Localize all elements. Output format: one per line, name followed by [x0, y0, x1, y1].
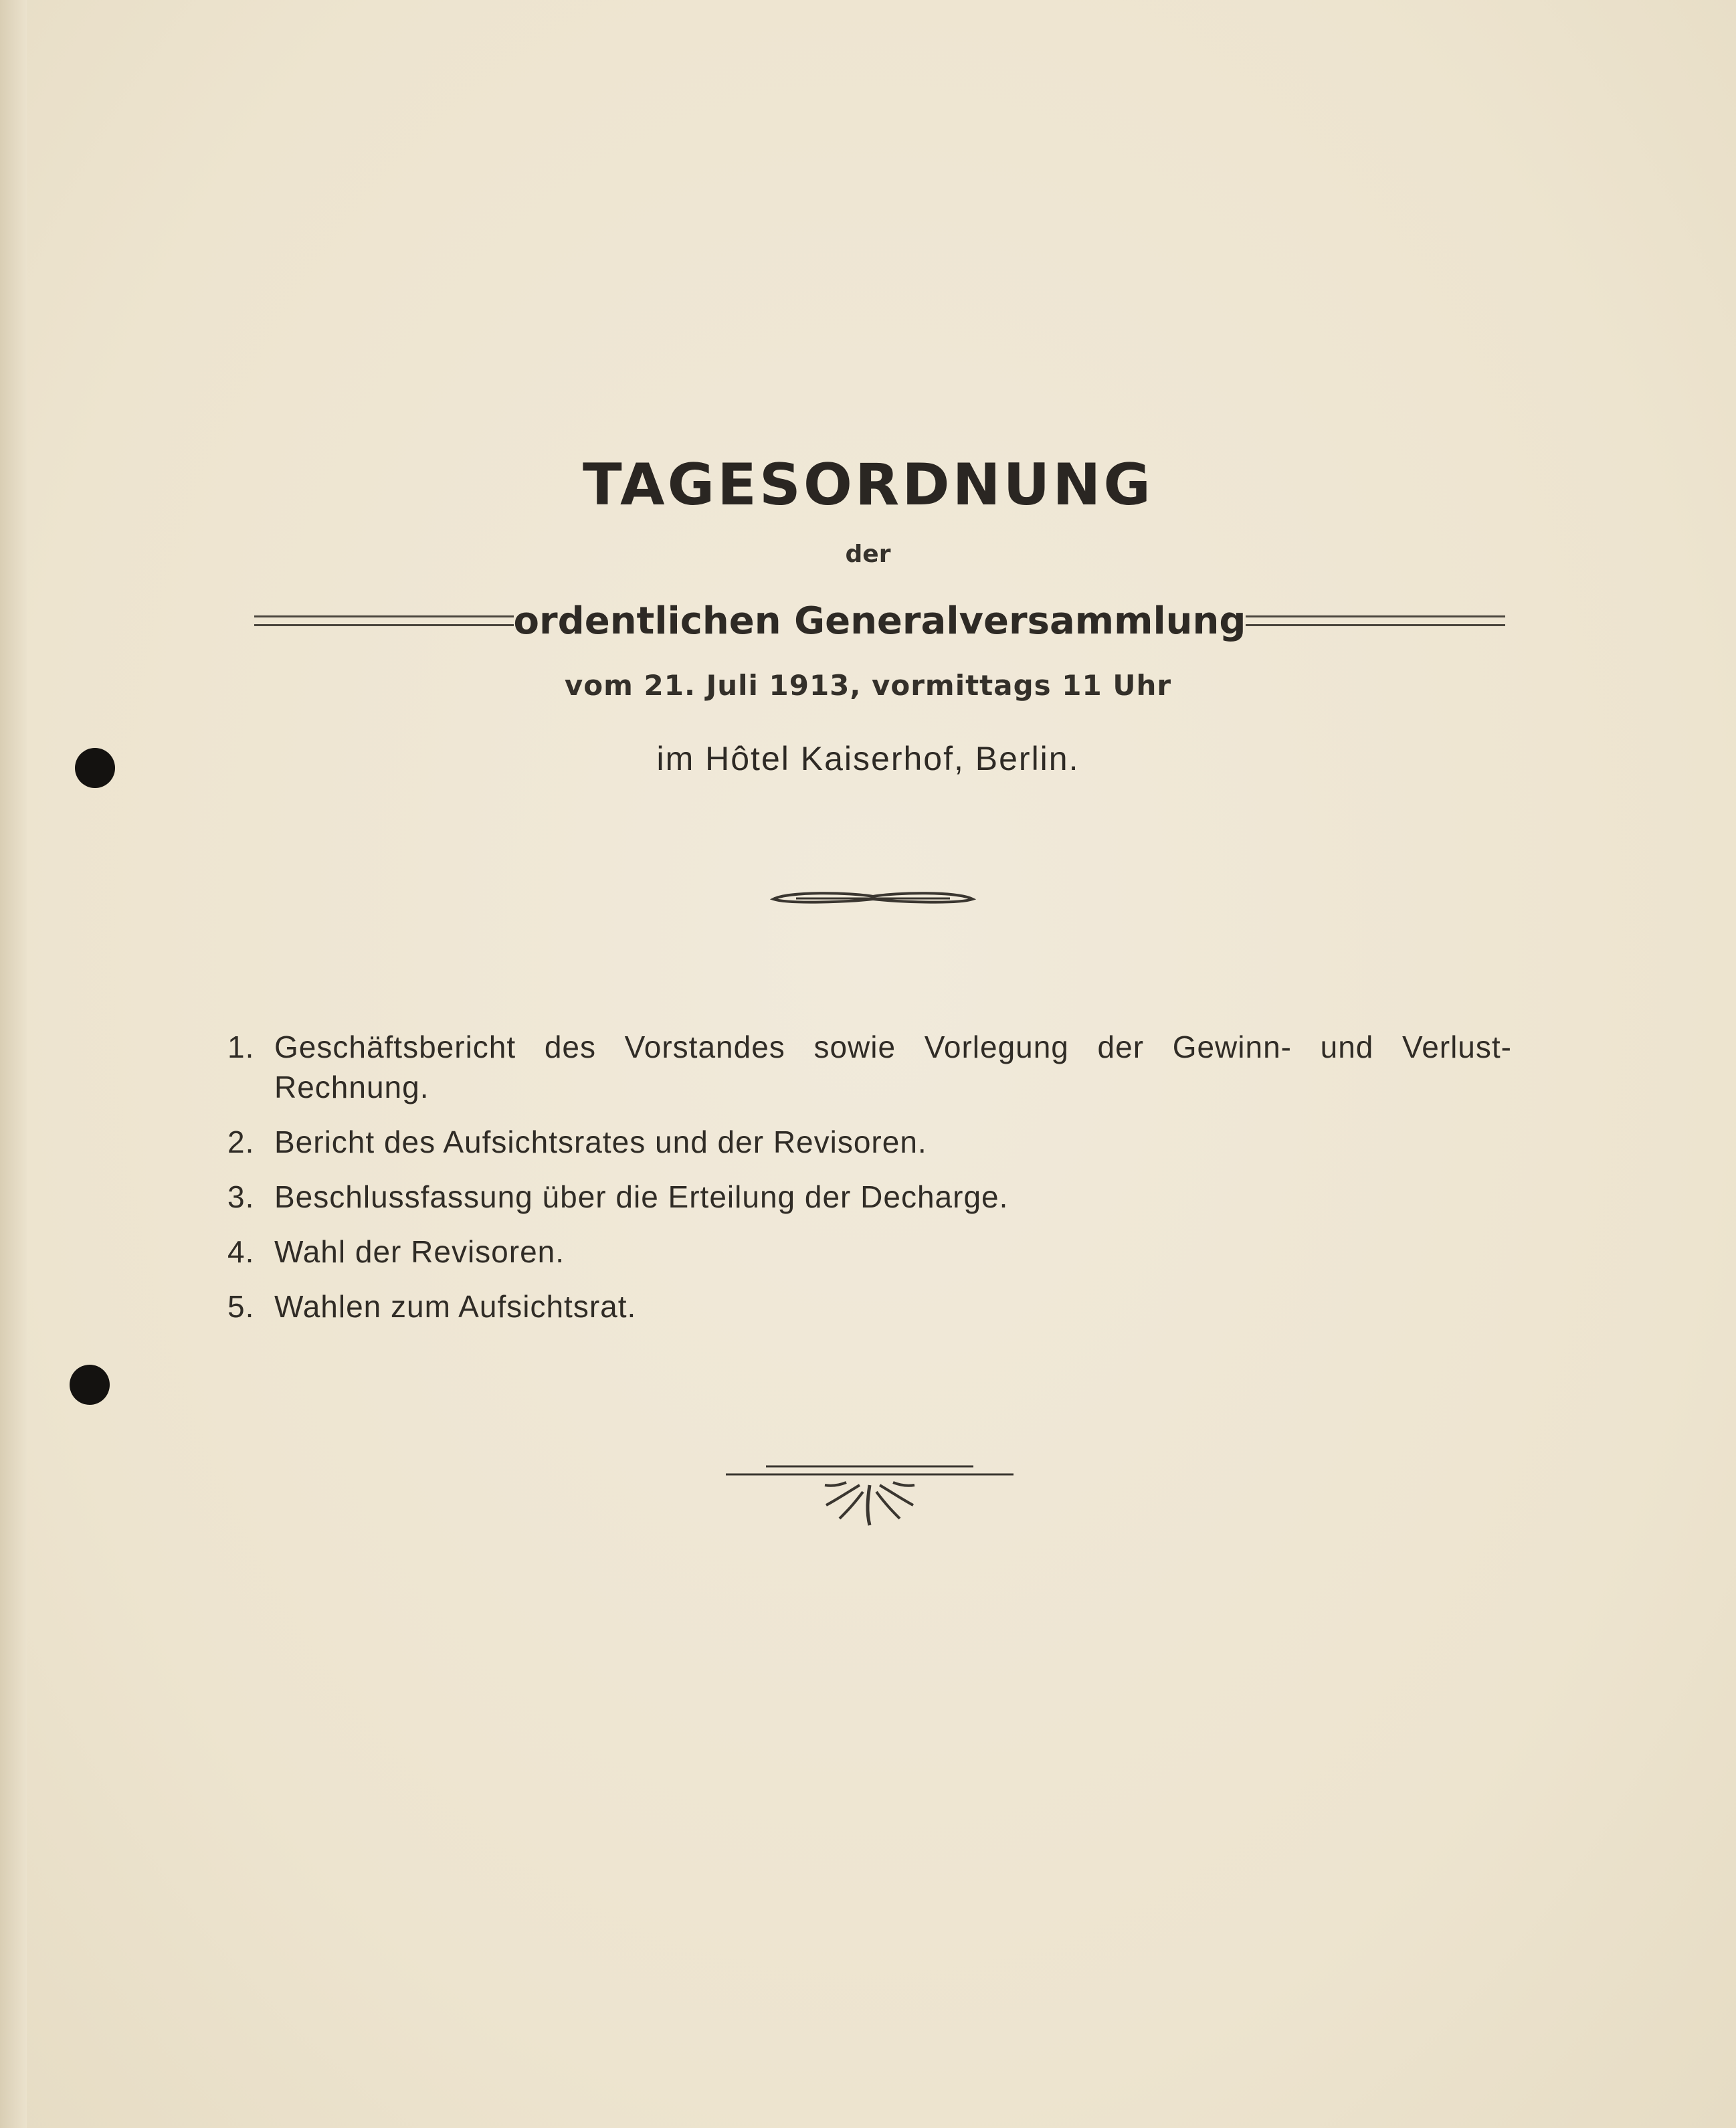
agenda-number: 2. — [227, 1125, 255, 1159]
agenda-number: 3. — [227, 1179, 255, 1214]
agenda-text: Geschäftsbericht des Vorstandes sowie Vorlegung der Gewinn- und Verlust-Rechnung. — [274, 1030, 1512, 1104]
double-rule-left — [254, 615, 514, 626]
agenda-number: 1. — [227, 1030, 255, 1064]
assembly-heading: ordentlichen Generalversammlung — [513, 599, 1246, 643]
agenda-text: Bericht des Aufsichtsrates und der Revisoren. — [274, 1125, 927, 1159]
list-item — [227, 1286, 1512, 1327]
agenda-text: Wahl der Revisoren. — [274, 1234, 565, 1269]
assembly-heading-row — [254, 594, 1505, 648]
binding-edge — [0, 0, 27, 2128]
punch-hole — [70, 1365, 110, 1405]
meeting-date: vom 21. Juli 1913, vormittags 11 Uhr — [564, 669, 1172, 702]
agenda-text: Wahlen zum Aufsichtsrat. — [274, 1289, 637, 1324]
list-item — [227, 1027, 1512, 1107]
list-item — [227, 1122, 1512, 1162]
agenda-number: 4. — [227, 1234, 255, 1269]
list-item — [227, 1177, 1512, 1217]
meeting-location: im Hôtel Kaiserhof, Berlin. — [656, 740, 1080, 777]
agenda-list — [227, 1027, 1512, 1341]
list-item — [227, 1232, 1512, 1272]
agenda-number: 5. — [227, 1289, 255, 1324]
document-subtitle: der — [845, 541, 891, 568]
double-rule-right — [1246, 615, 1505, 626]
flourish-ornament-icon — [726, 1458, 1014, 1541]
ornament-rule-icon — [769, 884, 977, 914]
document-title: TAGESORDNUNG — [583, 452, 1153, 518]
agenda-text: Beschlussfassung über die Erteilung der Decharge. — [274, 1179, 1009, 1214]
